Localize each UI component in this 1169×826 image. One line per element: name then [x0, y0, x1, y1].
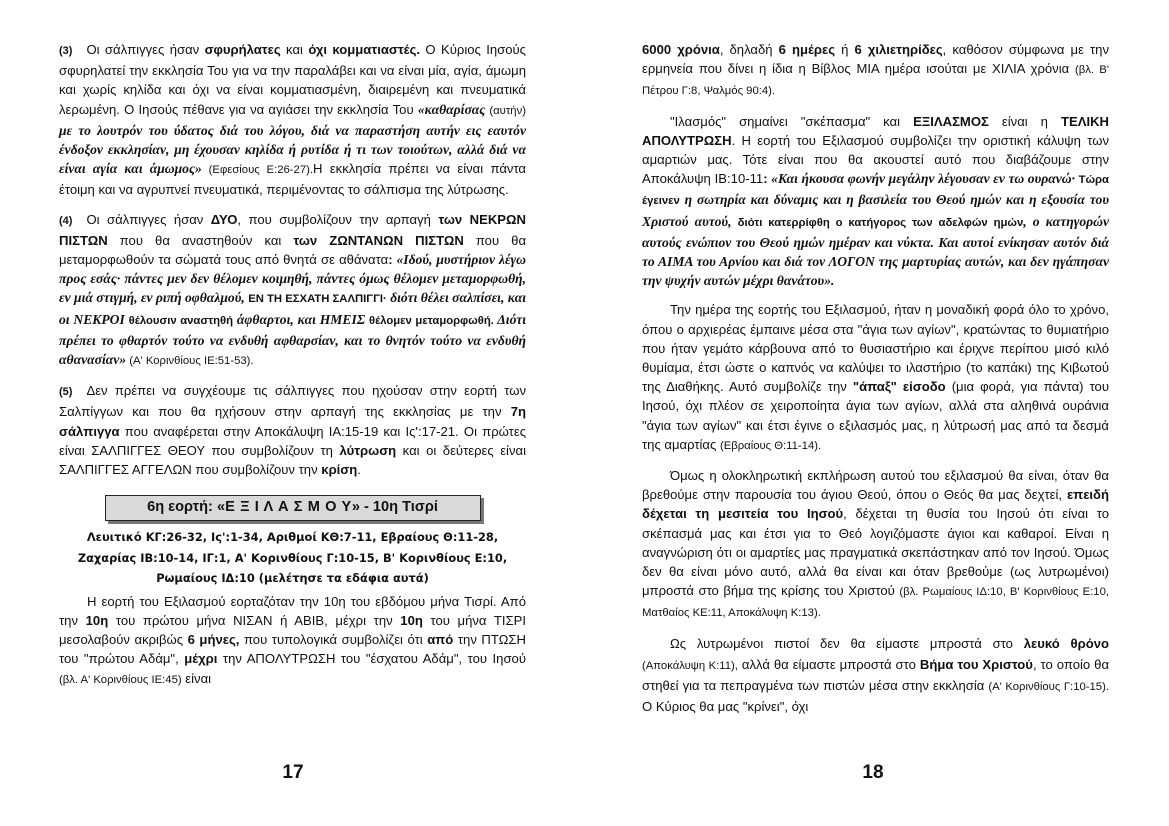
text: , δέχεται τη θυσία του Ιησού ότι είναι το σκέπασμά μας και έτσι για το Θεό λογιζόμαστε άγιοι και καθαροί. Είναι η αναγνώριση ότι οι αμαρτίες μας πραγματικά σκεπάστηκαν από τον Ιησού. Όμως δεν θα είναι μόνο αυτό, αλλά θα είναι και όταν βρεθούμε (ως λυτρωμένοι) μπροστά στο βήμα της κρίσης του Χριστού	[642, 506, 1109, 599]
bold-text: Τώρα έγεινεν	[642, 174, 1109, 208]
bold-text: 6 μήνες,	[187, 632, 240, 648]
reference-line: Λευιτικό ΚΓ:26-32, Ις':1-34, Αριθμοί ΚΘ:7-11, Εβραίους Θ:11-28,	[86, 530, 499, 545]
text: , δηλαδή	[719, 42, 779, 57]
text: είναι	[181, 670, 212, 686]
text: Η εκκλησία πρέπει να είναι πάντα έτοιμη και να αγρυπνεί πνευματικά, περιμένοντας το σάλπισμα της λύτρωσης.	[59, 161, 527, 198]
paragraph-high-priest	[642, 300, 1109, 456]
text: αλλά θα είμαστε μπροστά στο	[737, 656, 920, 672]
right-page	[642, 40, 1109, 717]
scripture-reference: (βλ. Α' Κορινθίους ΙΕ:45)	[59, 673, 182, 686]
bold-text: των ΝΕΚΡΩΝ ΠΙΣΤΩΝ	[59, 211, 526, 248]
paragraph-judgment-seat	[642, 634, 1109, 717]
bold-text: 6 χιλιετηρίδες	[854, 42, 943, 57]
text: Οι σάλπιγγες ήσαν	[86, 211, 211, 227]
paragraph-number: (5)	[59, 386, 73, 399]
text: ή	[835, 42, 855, 57]
bold-text: :	[388, 252, 393, 268]
bold-text: επειδή δέχεται τη μεσιτεία του Ιησού	[642, 487, 1109, 522]
left-page	[59, 40, 526, 690]
text: Την ημέρα της εορτής του Εξιλασμού, ήταν η μοναδική φορά όλο το χρόνο, όπου ο αρχιερέας έμπαινε μέσα στα "άγια των αγίων", κρατώντας το θυμιατήριο που ήταν γεμάτο κάρβουνα από το θυσιαστήριο και έριχνε περίπου μισό κιλό θυμίαμα, έτσι ώστε ο καπνός να καλύψει το ιλαστήριο (το καπάκι) της Κιβωτού της Διαθήκης. Αυτό συμβολίζε την	[642, 302, 1109, 395]
text: Όμως η ολοκληρωτική εκπλήρωση αυτού του εξιλασμού θα είναι, όταν θα βρεθούμε στην παρουσία του άγιου Θεού, όπου ο Θεός θα μας δεχτεί,	[642, 468, 1109, 503]
scripture-reference: (Εφεσίους Ε:26-27).	[201, 164, 314, 177]
bold-text: ΕΞΙΛΑΣΜΟΣ	[913, 113, 989, 129]
bold-text: 7η σάλπιγγα	[59, 404, 526, 439]
paragraph-number: (4)	[59, 214, 73, 227]
bold-text: από	[427, 632, 454, 648]
text: που αναφέρεται στην Αποκάλυψη ΙΑ:15-19 και Ις':17-21. Οι πρώτες είναι ΣΑΛΠΙΓΓΕΣ ΘΕΟΥ που συμβολίζουν τη	[59, 423, 526, 458]
text: και	[280, 42, 309, 57]
scripture-reference: (βλ. Β' Πέτρου Γ:8, Ψαλμός 90:4).	[642, 64, 1109, 98]
bold-text: ΤΕΛΙΚΗ ΑΠΟΛΥΤΡΩΣΗ	[642, 113, 1110, 148]
paragraph-number: (3)	[59, 45, 73, 57]
bold-text: :	[763, 171, 768, 187]
scripture-reference: (Εβραίους Θ:11-14).	[719, 439, 822, 452]
bold-text: 10η	[85, 612, 109, 628]
text: Δεν πρέπει να συγχέουμε τις σάλπιγγες που ηχούσαν στην εορτή των Σαλπίγγων και που θα ηχήσουν στην αρπαγή της εκκλησίας με την	[59, 383, 526, 420]
scripture-reference: (Α' Κορινθίους Γ:10-15).	[988, 681, 1109, 694]
scripture-references-block	[59, 527, 526, 589]
feast-heading-suffix: » - 10η Τισρί	[351, 499, 438, 516]
text: "Ιλασμός" σημαίνει "σκέπασμα" και	[670, 113, 914, 129]
bold-text: 6 ημέρες	[778, 42, 836, 57]
text: .	[357, 462, 361, 478]
bold-text: ΕΝ ΤΗ ΕΣΧΑΤΗ ΣΑΛΠΙΓΓΙ·	[248, 293, 387, 306]
text: του μήνα ΤΙΣΡΙ μεσολαβούν ακριβώς	[59, 612, 526, 648]
feast-heading-name: Ε Ξ Ι Λ Α Σ Μ Ο Υ	[225, 499, 352, 516]
text: , καθόσον σύμφωνα με την ερμηνεία που δίνει η ίδια η Βίβλος ΜΙΑ ημέρα ισούται με ΧΙΛΙΑ χρόνια	[642, 42, 1110, 77]
scripture-quote: «Και ήκουσα φωνήν μεγάλην λέγουσαν εν τω ουρανώ·	[767, 171, 1079, 187]
bold-text: Βήμα του Χριστού	[919, 656, 1033, 672]
bold-text: σφυρήλατες	[204, 42, 281, 57]
feast-heading-prefix: 6η εορτή: «	[147, 499, 226, 516]
text: του πρώτου μήνα ΝΙΣΑΝ ή ΑΒΙΒ, μέχρι την	[108, 612, 401, 628]
text: , που συμβολίζουν την αρπαγή	[237, 211, 439, 227]
reference-line: Ζαχαρίας ΙΒ:10-14, ΙΓ:1, Α' Κορινθίους Γ:10-15, Β' Κορινθίους Ε:10,	[77, 550, 508, 565]
scripture-quote: άφθαρτοι, και ΗΜΕΙΣ	[233, 311, 370, 327]
bold-text: 10η	[400, 612, 423, 628]
text: Ο Κύριος Ιησούς σφυρηλατεί την εκκλησία Του για να την παραλάβει και να είναι μία, αγία, άμωμη και χωρίς κηλίδα και όχι να είναι κομματιασμένη, διαιρεμένη και πνευματικά λερωμένη. Ο Ιησούς πέθανε για να αγιάσει την εκκλησία Του	[59, 42, 526, 117]
scripture-quote: «Ιδού, μυστήριον λέγω προς εσάς· πάντες μεν δεν θέλομεν κοιμηθή, πάντες όμως θέλομεν μεταμορφωθή, εν μιά στιγμή, εν ριπή οφθαλμού,	[59, 252, 527, 306]
scripture-quote: «καθαρίσας	[417, 101, 490, 117]
paragraph-4	[59, 210, 526, 372]
bold-text: κρίση	[321, 462, 358, 478]
scripture-reference: (Αποκάλυψη Κ:11),	[642, 659, 738, 672]
bold-text: θέλομεν μεταμορφωθή.	[369, 314, 494, 327]
text: την ΠΤΩΣΗ του "πρώτου Αδάμ",	[59, 632, 526, 667]
text: που θα μεταμορφωθούν τα σώματά τους από θνητά σε αθάνατα	[59, 232, 527, 268]
text: την ΑΠΟΛΥΤΡΩΣΗ του "έσχατου Αδάμ", του Ιησού	[217, 651, 526, 667]
feast-heading-box	[105, 495, 481, 521]
reference-line: Ρωμαίους ΙΔ:10 (μελέτησε τα εδάφια αυτά)	[156, 571, 429, 586]
bold-text: διότι κατερρίφθη ο κατήγορος των αδελφών ημών	[737, 216, 1024, 229]
inline-note: (αυτήν)	[489, 104, 526, 117]
text: Η εορτή του Εξιλασμού εορταζόταν την 10η του εβδόμου μήνα Τισρί. Από την	[59, 593, 526, 628]
bold-text: όχι κομματιαστές.	[308, 42, 421, 57]
bold-text: των ΖΩΝΤΑΝΩΝ ΠΙΣΤΩΝ	[293, 232, 464, 248]
text: Ο Κύριος θα μας "κρίνει", όχι	[642, 699, 809, 715]
text: Ως λυτρωμένοι πιστοί δεν θα είμαστε μπροστά στο	[670, 635, 1024, 651]
paragraph-atonement-meaning	[642, 112, 1109, 291]
text: είναι η	[988, 113, 1061, 129]
text: Οι σάλπιγγες ήσαν	[86, 42, 205, 57]
scripture-reference: (Α' Κορινθίους ΙΕ:51-53).	[126, 355, 254, 368]
bold-text: μέχρι	[184, 651, 218, 667]
scripture-quote: , ο κατηγορών αυτούς ενώπιον του Θεού ημών ημέραν και νύκτα. Και αυτοί ενίκησαν αυτόν διά το ΑΙΜΑ του Αρνίου και διά τον ΛΟΓΟΝ της μαρτυρίας αυτών, και δεν ηγάπησαν την ψυχήν αυτών μέχρι θανάτου».	[642, 213, 1110, 289]
scripture-quote: η σωτηρία και δύναμις και η βασιλεία του Θεού ημών και η εξουσία του Χριστού αυτού,	[642, 192, 1109, 229]
scripture-reference: (βλ. Ρωμαίους ΙΔ:10, Β' Κορινθίους Ε:10, Ματθαίος ΚΕ:11, Αποκάλυψη Κ:13).	[642, 586, 1109, 620]
page-number-left: 17	[282, 762, 304, 783]
scripture-quote: Διότι πρέπει το φθαρτόν τούτο να ενδυθή αφθαρσίαν, και το θνητόν τούτο να ενδυθή αθανασίαν»	[59, 311, 526, 368]
paragraph-fulfillment	[642, 466, 1109, 624]
text: που τυπολογικά συμβολίζει ότι	[239, 632, 428, 648]
paragraph-6	[59, 592, 526, 690]
page-number-right: 18	[862, 762, 884, 783]
bold-text: ΔΥΟ	[210, 211, 238, 227]
text: και οι δεύτερες είναι ΣΑΛΠΙΓΓΕΣ ΑΓΓΕΛΩΝ που συμβολίζουν την	[59, 442, 526, 478]
bold-text: 6000 χρόνια	[642, 42, 720, 57]
text: , το οποίο θα στηθεί για τα πεπραγμένα των πιστών μέσα στην εκκλησία	[642, 656, 1110, 694]
scripture-quote: διότι θέλει σαλπίσει, και οι ΝΕΚΡΟΙ	[59, 290, 526, 327]
paragraph-3	[59, 40, 526, 200]
paragraph-continuation	[642, 40, 1109, 102]
bold-text: λύτρωση	[339, 442, 397, 458]
scripture-quote: με το λουτρόν του ύδατος διά του λόγου, διά να παραστήση αυτήν εις εαυτόν ένδοξον εκκλησίαν, μη έχουσαν κηλίδα ή ρυτίδα ή τι των τοιούτων, αλλά διά να είναι αγία και άμωμος»	[59, 122, 526, 177]
bold-text: λευκό θρόνο	[1023, 635, 1109, 651]
text: . Η εορτή του Εξιλασμού συμβολίζει την οριστική κάλυψη των αμαρτιών μας. Τότε είναι που θα ακουστεί αυτό που διαβάζουμε στην Αποκάλυψη ΙΒ:10-11	[642, 132, 1109, 187]
bold-text: "άπαξ" είσοδο	[852, 379, 946, 395]
bold-text: θέλουσιν αναστηθή	[128, 314, 234, 327]
paragraph-5	[59, 381, 526, 479]
text: (μια φορά, για πάντα) του Ιησού, όχι πλέον σε χειροποίητα άγια των αγίων, αλλά στα αληθινά ουράνια "άγια των αγίων" και έτσι έγινε ο εξιλασμός μας, η λύτρωσή μας από τα δεσμά της αμαρτίας	[642, 379, 1110, 452]
text: που θα αναστηθούν και	[107, 232, 294, 248]
